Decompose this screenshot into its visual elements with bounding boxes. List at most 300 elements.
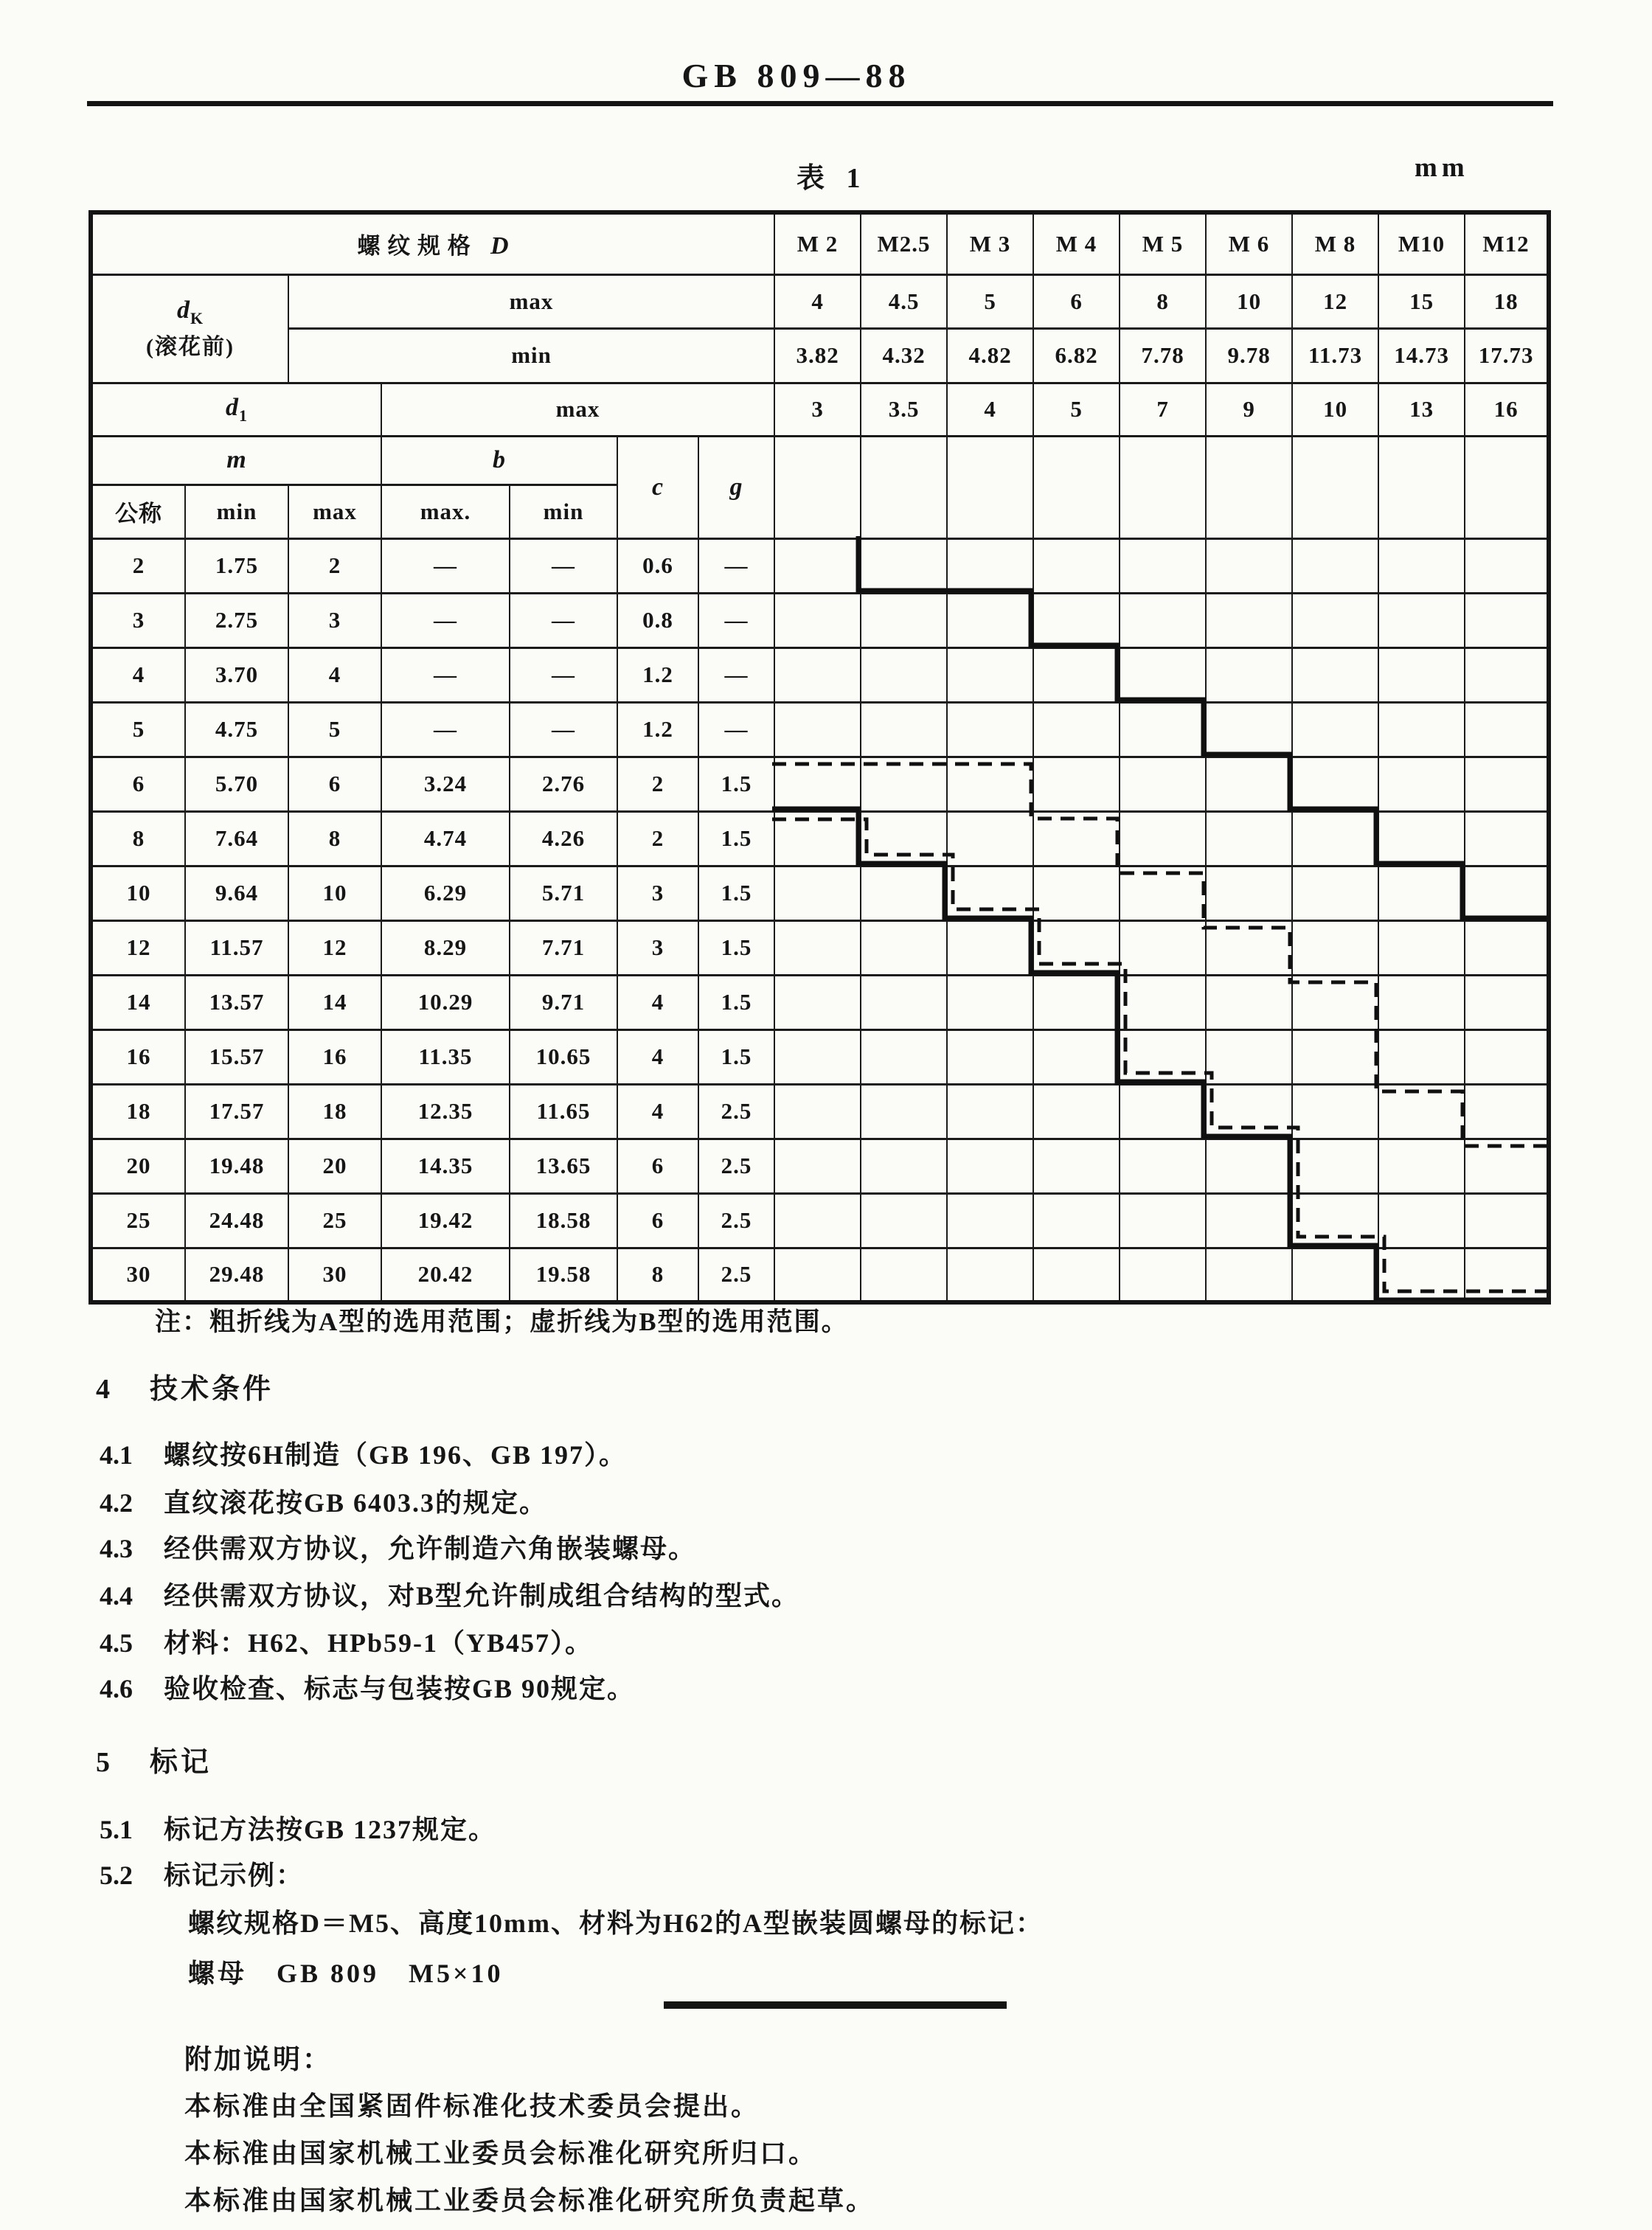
d1-max-value: 10	[1292, 383, 1378, 436]
empty-grid-cell	[1292, 702, 1378, 757]
c-value: 8	[617, 1248, 698, 1302]
empty-grid-cell	[1120, 757, 1206, 811]
empty-grid-cell	[947, 1193, 1033, 1248]
b-max-value: 8.29	[381, 920, 510, 975]
c-value: 3	[617, 920, 698, 975]
table-row	[91, 702, 1549, 757]
empty-grid-cell	[774, 811, 861, 866]
table-note: 注：粗折线为A型的选用范围；虚折线为B型的选用范围。	[155, 1307, 849, 1336]
m-col-header: M 6	[1206, 212, 1292, 274]
empty-grid-cell	[1206, 1139, 1292, 1193]
empty-grid-cell	[1206, 436, 1292, 538]
m-min-value: 1.75	[185, 538, 288, 593]
empty-grid-cell	[861, 1084, 947, 1139]
empty-grid-cell	[861, 1248, 947, 1302]
m-min-value: 24.48	[185, 1193, 288, 1248]
m-max-header: max	[288, 484, 381, 538]
m-min-value: 7.64	[185, 811, 288, 866]
g-value: —	[698, 538, 774, 593]
m-max-value: 3	[288, 593, 381, 647]
table-row	[91, 593, 1549, 647]
thread-spec-label: 螺 纹 规 格	[357, 233, 471, 260]
empty-grid-cell	[1206, 866, 1292, 920]
group-b-header: b	[381, 436, 617, 484]
c-value: 0.6	[617, 538, 698, 593]
empty-grid-cell	[1033, 975, 1120, 1029]
b-min-value: 4.26	[510, 811, 617, 866]
empty-grid-cell	[861, 1029, 947, 1084]
nominal-value: 20	[91, 1139, 185, 1193]
g-value: 1.5	[698, 1029, 774, 1084]
empty-grid-cell	[947, 1139, 1033, 1193]
empty-grid-cell	[1465, 1139, 1549, 1193]
empty-grid-cell	[1206, 811, 1292, 866]
empty-grid-cell	[1465, 538, 1549, 593]
empty-grid-cell	[861, 436, 947, 538]
nominal-header: 公称	[91, 484, 185, 538]
d1-label-cell: $d_1$	[91, 383, 381, 436]
g-value: 1.5	[698, 866, 774, 920]
appendix-line: 本标准由国家机械工业委员会标准化研究所负责起草。	[184, 2186, 875, 2215]
m-col-header: M 2	[774, 212, 861, 274]
d1-max-value: 9	[1206, 383, 1292, 436]
table-row	[91, 436, 1549, 484]
b-min-value: 10.65	[510, 1029, 617, 1084]
c-value: 2	[617, 811, 698, 866]
dimension-table-wrap	[88, 210, 1547, 1300]
empty-grid-cell	[1033, 757, 1120, 811]
b-min-value: 2.76	[510, 757, 617, 811]
nominal-value: 30	[91, 1248, 185, 1302]
empty-grid-cell	[774, 920, 861, 975]
empty-grid-cell	[1465, 975, 1549, 1029]
g-value: —	[698, 593, 774, 647]
empty-grid-cell	[774, 436, 861, 538]
dk-max-label: max	[288, 274, 774, 328]
c-value: 6	[617, 1139, 698, 1193]
g-value: 2.5	[698, 1248, 774, 1302]
c-value: 2	[617, 757, 698, 811]
empty-grid-cell	[1206, 702, 1292, 757]
table-row	[91, 757, 1549, 811]
m-min-value: 13.57	[185, 975, 288, 1029]
dk-max-value: 10	[1206, 274, 1292, 328]
table-row	[91, 920, 1549, 975]
section-heading-4	[96, 1366, 274, 1406]
d1-max-value: 13	[1378, 383, 1465, 436]
c-value: 0.8	[617, 593, 698, 647]
table-row	[91, 647, 1549, 702]
table-row	[91, 1248, 1549, 1302]
g-value: 1.5	[698, 811, 774, 866]
empty-grid-cell	[774, 1084, 861, 1139]
empty-grid-cell	[1465, 436, 1549, 538]
empty-grid-cell	[947, 702, 1033, 757]
section-item: 4.1 螺纹按6H制造（GB 196、GB 197）。	[100, 1440, 628, 1470]
b-min-value: —	[510, 702, 617, 757]
dk-min-value: 4.82	[947, 328, 1033, 383]
b-min-value: 13.65	[510, 1139, 617, 1193]
empty-grid-cell	[774, 866, 861, 920]
empty-grid-cell	[947, 1084, 1033, 1139]
section-item: 4.2 直纹滚花按GB 6403.3的规定。	[100, 1488, 548, 1518]
empty-grid-cell	[1378, 538, 1465, 593]
page-title: GB 809—88	[681, 57, 912, 94]
empty-grid-cell	[1033, 436, 1120, 538]
empty-grid-cell	[947, 436, 1033, 538]
section-item: 4.3 经供需双方协议，允许制造六角嵌装螺母。	[100, 1534, 697, 1563]
empty-grid-cell	[1033, 1193, 1120, 1248]
empty-grid-cell	[1206, 1248, 1292, 1302]
empty-grid-cell	[1378, 866, 1465, 920]
m-max-value: 2	[288, 538, 381, 593]
empty-grid-cell	[1292, 436, 1378, 538]
empty-grid-cell	[947, 647, 1033, 702]
c-value: 1.2	[617, 647, 698, 702]
empty-grid-cell	[861, 538, 947, 593]
table-row	[91, 811, 1549, 866]
nominal-value: 16	[91, 1029, 185, 1084]
empty-grid-cell	[1378, 920, 1465, 975]
table-row	[91, 328, 1549, 383]
section-item: 5.1 标记方法按GB 1237规定。	[100, 1815, 497, 1844]
m-col-header: M 5	[1120, 212, 1206, 274]
nominal-value: 25	[91, 1193, 185, 1248]
empty-grid-cell	[1120, 975, 1206, 1029]
m-max-value: 14	[288, 975, 381, 1029]
appendix-line: 本标准由全国紧固件标准化技术委员会提出。	[184, 2091, 760, 2121]
empty-grid-cell	[1378, 1248, 1465, 1302]
nominal-value: 5	[91, 702, 185, 757]
empty-grid-cell	[1033, 920, 1120, 975]
empty-grid-cell	[861, 975, 947, 1029]
section-number: 5	[96, 1747, 110, 1778]
b-max-value: 14.35	[381, 1139, 510, 1193]
empty-grid-cell	[947, 593, 1033, 647]
section-title: 标记	[150, 1747, 212, 1778]
empty-grid-cell	[1206, 975, 1292, 1029]
empty-grid-cell	[861, 647, 947, 702]
empty-grid-cell	[774, 757, 861, 811]
nominal-value: 3	[91, 593, 185, 647]
appendix-line: 本标准由国家机械工业委员会标准化研究所归口。	[184, 2139, 818, 2168]
empty-grid-cell	[774, 1139, 861, 1193]
empty-grid-cell	[1292, 1193, 1378, 1248]
b-max-value: 11.35	[381, 1029, 510, 1084]
table-row	[91, 1029, 1549, 1084]
empty-grid-cell	[1033, 647, 1120, 702]
dk-max-value: 5	[947, 274, 1033, 328]
empty-grid-cell	[1206, 538, 1292, 593]
empty-grid-cell	[774, 975, 861, 1029]
empty-grid-cell	[1206, 1193, 1292, 1248]
empty-grid-cell	[1292, 1029, 1378, 1084]
empty-grid-cell	[1033, 593, 1120, 647]
empty-grid-cell	[774, 593, 861, 647]
table-row	[91, 1084, 1549, 1139]
empty-grid-cell	[947, 866, 1033, 920]
empty-grid-cell	[1120, 702, 1206, 757]
empty-grid-cell	[1378, 1193, 1465, 1248]
empty-grid-cell	[774, 1193, 861, 1248]
table-row	[91, 383, 1549, 436]
c-value: 4	[617, 1084, 698, 1139]
empty-grid-cell	[947, 757, 1033, 811]
m-min-value: 17.57	[185, 1084, 288, 1139]
m-min-value: 11.57	[185, 920, 288, 975]
dk-max-value: 12	[1292, 274, 1378, 328]
empty-grid-cell	[1378, 647, 1465, 702]
empty-grid-cell	[1206, 593, 1292, 647]
b-min-value: 11.65	[510, 1084, 617, 1139]
nominal-value: 14	[91, 975, 185, 1029]
empty-grid-cell	[1292, 1248, 1378, 1302]
b-min-value: 5.71	[510, 866, 617, 920]
marking-example-code: 螺母 GB 809 M5×10	[188, 1959, 504, 1988]
section-item: 5.2 标记示例：	[100, 1861, 305, 1890]
b-min-value: 9.71	[510, 975, 617, 1029]
nominal-value: 10	[91, 866, 185, 920]
empty-grid-cell	[1120, 1193, 1206, 1248]
empty-grid-cell	[947, 1248, 1033, 1302]
dk-min-value: 6.82	[1033, 328, 1120, 383]
col-c-header: c	[617, 436, 698, 538]
table-row	[91, 1193, 1549, 1248]
m-max-value: 18	[288, 1084, 381, 1139]
m-col-header: M 8	[1292, 212, 1378, 274]
marking-example-description: 螺纹规格D＝M5、高度10mm、材料为H62的A型嵌装圆螺母的标记：	[188, 1908, 1044, 1938]
dk-min-value: 11.73	[1292, 328, 1378, 383]
m-max-value: 4	[288, 647, 381, 702]
empty-grid-cell	[947, 811, 1033, 866]
m-max-value: 8	[288, 811, 381, 866]
thread-spec-header	[91, 212, 774, 274]
b-max-value: —	[381, 538, 510, 593]
b-max-value: —	[381, 593, 510, 647]
empty-grid-cell	[1465, 1193, 1549, 1248]
m-min-value: 5.70	[185, 757, 288, 811]
empty-grid-cell	[1120, 811, 1206, 866]
b-max-value: 4.74	[381, 811, 510, 866]
b-max-header: max.	[381, 484, 510, 538]
m-max-value: 5	[288, 702, 381, 757]
d1-max-value: 4	[947, 383, 1033, 436]
m-min-header: min	[185, 484, 288, 538]
m-max-value: 25	[288, 1193, 381, 1248]
empty-grid-cell	[1465, 866, 1549, 920]
g-value: 2.5	[698, 1193, 774, 1248]
b-min-value: 19.58	[510, 1248, 617, 1302]
g-value: 1.5	[698, 975, 774, 1029]
empty-grid-cell	[1120, 436, 1206, 538]
table-row	[91, 212, 1549, 274]
empty-grid-cell	[1378, 702, 1465, 757]
m-col-header: M12	[1465, 212, 1549, 274]
empty-grid-cell	[1292, 647, 1378, 702]
empty-grid-cell	[947, 975, 1033, 1029]
dk-min-value: 9.78	[1206, 328, 1292, 383]
thread-spec-symbol: D	[490, 232, 510, 260]
m-max-value: 16	[288, 1029, 381, 1084]
c-value: 6	[617, 1193, 698, 1248]
c-value: 1.2	[617, 702, 698, 757]
section-heading-5	[96, 1739, 212, 1779]
empty-grid-cell	[1206, 757, 1292, 811]
table-row	[91, 538, 1549, 593]
empty-grid-cell	[1465, 757, 1549, 811]
c-value: 4	[617, 975, 698, 1029]
empty-grid-cell	[1292, 1139, 1378, 1193]
title-rule	[87, 101, 1553, 106]
section-item: 4.5 材料：H62、HPb59-1（YB457）。	[100, 1628, 594, 1658]
d1-max-value: 3	[774, 383, 861, 436]
empty-grid-cell	[1120, 920, 1206, 975]
m-min-value: 15.57	[185, 1029, 288, 1084]
g-value: 1.5	[698, 920, 774, 975]
table-row	[91, 274, 1549, 328]
m-min-value: 9.64	[185, 866, 288, 920]
m-min-value: 2.75	[185, 593, 288, 647]
empty-grid-cell	[1120, 593, 1206, 647]
empty-grid-cell	[947, 920, 1033, 975]
b-max-value: 12.35	[381, 1084, 510, 1139]
empty-grid-cell	[1120, 647, 1206, 702]
table-caption: 表 1	[796, 163, 868, 194]
section-item: 4.4 经供需双方协议，对B型允许制成组合结构的型式。	[100, 1581, 800, 1611]
dk-max-value: 18	[1465, 274, 1549, 328]
dk-max-value: 8	[1120, 274, 1206, 328]
unit-label: mm	[1415, 153, 1469, 183]
empty-grid-cell	[947, 1029, 1033, 1084]
empty-grid-cell	[1292, 866, 1378, 920]
g-value: 2.5	[698, 1139, 774, 1193]
b-max-value: 19.42	[381, 1193, 510, 1248]
empty-grid-cell	[861, 866, 947, 920]
empty-grid-cell	[774, 538, 861, 593]
m-max-value: 30	[288, 1248, 381, 1302]
appendix-title: 附加说明：	[184, 2045, 332, 2075]
m-col-header: M2.5	[861, 212, 947, 274]
empty-grid-cell	[1120, 538, 1206, 593]
dk-max-value: 15	[1378, 274, 1465, 328]
g-value: —	[698, 647, 774, 702]
empty-grid-cell	[774, 1248, 861, 1302]
empty-grid-cell	[1206, 647, 1292, 702]
dk-label-cell: $d_K$ (滚花前)	[91, 274, 288, 383]
empty-grid-cell	[1292, 975, 1378, 1029]
empty-grid-cell	[1120, 1139, 1206, 1193]
empty-grid-cell	[1378, 1084, 1465, 1139]
empty-grid-cell	[1378, 1029, 1465, 1084]
m-col-header: M10	[1378, 212, 1465, 274]
empty-grid-cell	[861, 593, 947, 647]
dk-min-value: 4.32	[861, 328, 947, 383]
dk-sub-label: (滚花前)	[146, 334, 235, 359]
empty-grid-cell	[774, 702, 861, 757]
empty-grid-cell	[1206, 1084, 1292, 1139]
empty-grid-cell	[1378, 436, 1465, 538]
b-max-value: 20.42	[381, 1248, 510, 1302]
empty-grid-cell	[1033, 1084, 1120, 1139]
empty-grid-cell	[1378, 757, 1465, 811]
dk-min-value: 7.78	[1120, 328, 1206, 383]
empty-grid-cell	[1033, 702, 1120, 757]
empty-grid-cell	[947, 538, 1033, 593]
m-min-value: 4.75	[185, 702, 288, 757]
b-min-value: 7.71	[510, 920, 617, 975]
d1-max-value: 16	[1465, 383, 1549, 436]
nominal-value: 2	[91, 538, 185, 593]
dk-max-value: 4.5	[861, 274, 947, 328]
section-title: 技术条件	[150, 1374, 274, 1405]
empty-grid-cell	[1292, 757, 1378, 811]
section-number: 4	[96, 1374, 110, 1405]
g-value: 2.5	[698, 1084, 774, 1139]
dk-min-label: min	[288, 328, 774, 383]
empty-grid-cell	[861, 1193, 947, 1248]
empty-grid-cell	[1292, 1084, 1378, 1139]
empty-grid-cell	[1292, 811, 1378, 866]
empty-grid-cell	[1033, 811, 1120, 866]
empty-grid-cell	[1120, 1248, 1206, 1302]
group-m-header: m	[91, 436, 381, 484]
m-min-value: 19.48	[185, 1139, 288, 1193]
col-g-header: g	[698, 436, 774, 538]
d1-max-value: 7	[1120, 383, 1206, 436]
c-value: 3	[617, 866, 698, 920]
empty-grid-cell	[1120, 1084, 1206, 1139]
empty-grid-cell	[1465, 702, 1549, 757]
empty-grid-cell	[1465, 647, 1549, 702]
empty-grid-cell	[861, 702, 947, 757]
empty-grid-cell	[1465, 593, 1549, 647]
empty-grid-cell	[1378, 975, 1465, 1029]
b-max-value: 6.29	[381, 866, 510, 920]
m-max-value: 6	[288, 757, 381, 811]
dk-max-value: 4	[774, 274, 861, 328]
empty-grid-cell	[1033, 1139, 1120, 1193]
d1-max-value: 3.5	[861, 383, 947, 436]
dk-max-value: 6	[1033, 274, 1120, 328]
nominal-value: 8	[91, 811, 185, 866]
m-max-value: 10	[288, 866, 381, 920]
empty-grid-cell	[1120, 866, 1206, 920]
g-value: —	[698, 702, 774, 757]
nominal-value: 18	[91, 1084, 185, 1139]
b-min-header: min	[510, 484, 617, 538]
empty-grid-cell	[1465, 1029, 1549, 1084]
g-value: 1.5	[698, 757, 774, 811]
empty-grid-cell	[1033, 1248, 1120, 1302]
empty-grid-cell	[1378, 593, 1465, 647]
table-row	[91, 866, 1549, 920]
m-min-value: 3.70	[185, 647, 288, 702]
m-min-value: 29.48	[185, 1248, 288, 1302]
empty-grid-cell	[861, 757, 947, 811]
m-col-header: M 4	[1033, 212, 1120, 274]
empty-grid-cell	[861, 1139, 947, 1193]
appendix-divider	[664, 2001, 1007, 2009]
dimension-table	[88, 210, 1551, 1305]
d1-max-value: 5	[1033, 383, 1120, 436]
nominal-value: 4	[91, 647, 185, 702]
c-value: 4	[617, 1029, 698, 1084]
empty-grid-cell	[1378, 811, 1465, 866]
m-max-value: 12	[288, 920, 381, 975]
table-row	[91, 975, 1549, 1029]
empty-grid-cell	[1465, 920, 1549, 975]
empty-grid-cell	[1120, 1029, 1206, 1084]
